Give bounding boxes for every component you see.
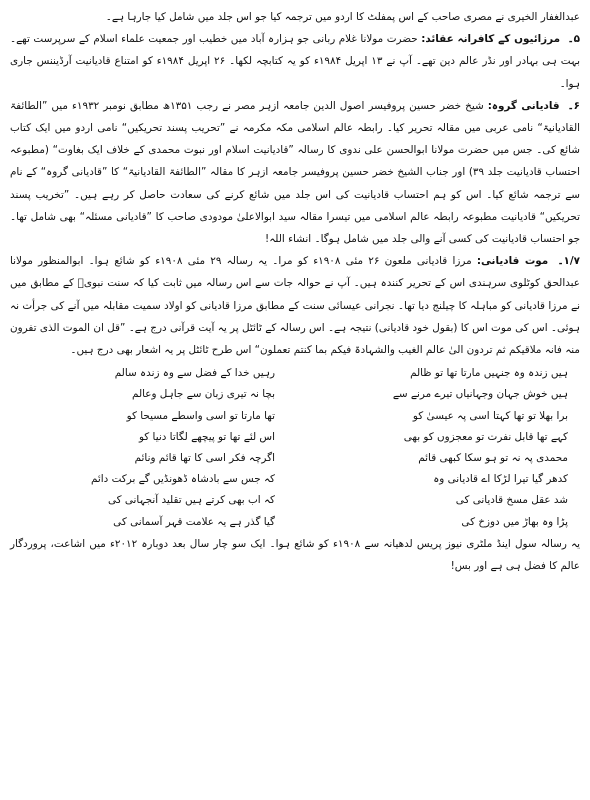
section-5-paragraph [10, 28, 580, 95]
section-7-text: مرزا قادیانی ملعون ۲۶ مئی ۱۹۰۸ء کو مرا۔ یہ رسالہ ۲۹ مئی ۱۹۰۸ء کو شائع ہوا۔ ابوالمنظور مولانا عبدالحق کوٹلوی سرہندی اس کے تحریر کنندہ ہیں۔ آپ نے حوالہ جات سے اس رسالہ میں ثابت کیا کہ سنت نبویؐ کے مطابق میں نے مرزا قادیانی کو مباہلہ کا چیلنج دیا تھا۔ نجرانی عیسائی سنت کے مطابق مرزا قادیانی کو اولاد سمیت مقابلہ میں آنے کی جرأت نہ ہوئی۔ اس کی موت اس کا (بقول خود قادیانی) نتیجہ ہے۔ اس رسالہ کے ٹائٹل پر یہ آیت قرآنی درج ہے۔ ”قل ان الموت الذی تفرون منہ فانہ ملاقیکم ثم تردون الیٰ عالم الغیب والشہادۃ فیکم بما کنتم تعملون“ اس طرح ٹائٹل پر یہ اشعار بھی درج ہیں۔ [10, 255, 580, 357]
section-6-heading: قادیانی گروہ: [487, 99, 560, 112]
poem-verse: ہیں زندہ وہ جنہیں مارتا تھا تو ظالم [410, 367, 568, 380]
poem-verse: بچا نہ تیری زبان سے جاہل وعالم [132, 388, 275, 401]
section-7-number: ۱/۷۔ [557, 255, 581, 268]
section-6-paragraph [10, 95, 580, 250]
poem-verse: گیا گذر ہے یہ علامت قہر آسمانی کی [113, 515, 275, 528]
section-5-number: ۵۔ [567, 33, 581, 46]
poem-verse: اس لئے تھا تو پیچھے لگاتا دنیا کو [138, 430, 275, 443]
section-7-paragraph [10, 250, 580, 361]
section-6-number: ۶۔ [567, 99, 580, 112]
poem-verse: محمدی پہ نہ تو ہو سکا کبھی قائم [418, 452, 568, 465]
closing-paragraph [10, 533, 580, 577]
poem-verse: اگرچہ فکر اسی کا تھا قائم ونائم [134, 452, 275, 465]
poem-verse: کہ جس سے بادشاہ ڈھونڈیں گے برکت دائم [90, 473, 275, 486]
poem-verse: تھا مارتا تو اسی واسطے مسیحا کو [126, 409, 275, 422]
intro-text: عبدالغفار الخیری نے مصری صاحب کے اس پمفلٹ کا اردو میں ترجمہ کیا جو اس جلد میں شامل کیا جارہا ہے۔ [105, 11, 580, 23]
section-5-heading: مرزائیوں کے کافرانہ عقائد: [421, 33, 561, 46]
section-7-heading: موت قادیانی: [476, 255, 549, 268]
poem-verse: کہ اب بھی کرتے ہیں تقلید آنجہانی کی [107, 494, 275, 507]
poem-verse: رہیں خدا کے فضل سے وہ زندہ سالم [114, 367, 275, 380]
intro-paragraph [10, 6, 580, 28]
section-5-text: حضرت مولانا غلام ربانی جو ہزارہ آباد میں خطیب اور جمعیت علماء اسلام کے سرپرست تھے۔ بہت ہی بہادر اور نڈر عالم دین تھے۔ آپ نے ۱۳ اپریل ۱۹۸۴ء کو یہ کتابچہ لکھا۔ ۲۶ اپریل ۱۹۸۴ء کو امتناع قادیانیت آرڈیننس جاری ہوا۔ [10, 33, 580, 90]
poem-verse: برا بھلا تو تھا کہتا اسی پہ عیسیٰ کو [412, 409, 568, 422]
poem-verse: کدھر گیا تیرا لڑکا اے قادیانی وہ [433, 473, 568, 486]
poem-verse: کہے تھا قابل نفرت تو معجزوں کو بھی [403, 430, 568, 443]
closing-text: یہ رسالہ سول اینڈ ملٹری نیوز پریس لدھیانہ سے ۱۹۰۸ء کو شائع ہوا۔ ایک سو چار سال بعد دوبارہ ۲۰۱۲ء میں اشاعت، پروردگار عالم کا فضل ہی ہے اور بس! [10, 537, 580, 573]
section-6-text: شیخ خضر حسین پروفیسر اصول الدین جامعہ ازہر مصر نے رجب ۱۳۵۱ھ مطابق نومبر ۱۹۳۲ء میں ”الطائفۃ القادیانیۃ“ نامی عربی میں مقالہ تحریر کیا۔ رابطہ عالم اسلامی مکہ مکرمہ نے ”تحریب پسند تحریکیں“ نامی اردو میں ایک کتاب شائع کی۔ جس میں حضرت مولانا ابوالحسن علی ندوی کا رسالہ ”قادیانیت اسلام اور نبوت محمدی کے خلاف ایک بغاوت“ (مطبوعہ احتساب قادیانیت جلد ۳۹) اور جناب الشیخ خضر حسین پروفیسر جامعہ ازہر کا مقالہ ”الطائفۃ القادیانیۃ“ کا ”قادیانی گروہ“ کے نام سے ترجمہ شائع کیا۔ اس کو ہم احتساب قادیانیت کی اس جلد میں شائع کرنے کی سعادت حاصل کر رہے ہیں۔ ”تخریب پسند تحریکیں“ قادیانیت مطبوعہ رابطہ عالم اسلامی میں تیسرا مقالہ سید ابوالاعلیٰ مودودی صاحب کا ”قادیانی مسئلہ“ بھی شامل تھا۔ جو احتساب قادیانیت کی کسی آنے والی جلد میں شامل ہوگا۔ انشاء اللہ! [10, 99, 580, 246]
poem-verse: شد عقل مسخ قادیانی کی [455, 494, 568, 507]
poem-verses [10, 361, 580, 533]
poem-verse: پڑا وہ بھاڑ میں دوزخ کی [461, 515, 568, 528]
poem-verse: ہیں خوش جہان وجہانیاں تیرے مرنے سے [392, 388, 568, 401]
